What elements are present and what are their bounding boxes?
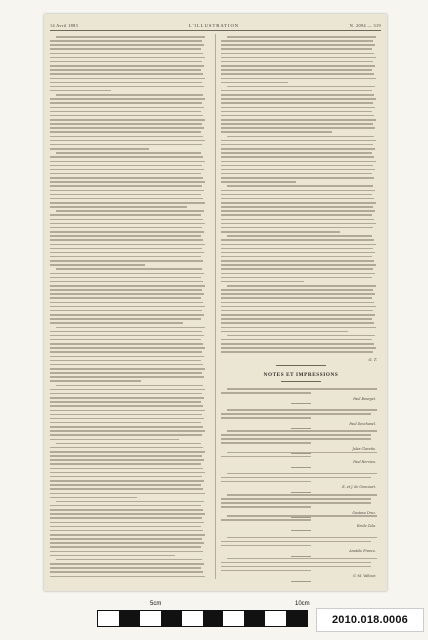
note-text-line — [221, 442, 311, 444]
text-line — [221, 152, 372, 154]
note-signature: G.-M. Valtour. — [353, 574, 376, 579]
text-line — [50, 177, 203, 179]
text-line — [50, 256, 201, 258]
text-line — [221, 331, 348, 333]
text-line — [50, 335, 204, 337]
text-line — [221, 44, 375, 46]
note-signature: Paul Deschanel. — [349, 421, 376, 426]
text-line — [221, 351, 373, 353]
text-line — [50, 248, 202, 250]
note-signature: Gustave Droz. — [352, 510, 376, 515]
text-line — [221, 198, 374, 200]
scale-segment — [244, 611, 265, 626]
note-text-line — [227, 452, 377, 454]
scale-segment — [119, 611, 140, 626]
text-line — [50, 360, 201, 362]
text-line — [50, 551, 203, 553]
text-line — [50, 509, 203, 511]
text-line — [227, 335, 375, 337]
text-line — [221, 293, 375, 295]
text-line — [221, 131, 332, 133]
text-line — [50, 185, 202, 187]
text-line — [221, 40, 373, 42]
note-text-line — [227, 537, 377, 539]
text-line — [221, 227, 373, 229]
text-line — [221, 264, 376, 266]
text-line — [227, 136, 374, 138]
scale-segment — [161, 611, 182, 626]
text-line — [50, 78, 205, 80]
note-signature: E. et J. de Goncourt. — [342, 485, 376, 490]
text-line — [221, 239, 374, 241]
text-line — [50, 339, 201, 341]
note-text-line — [227, 558, 377, 560]
text-line — [50, 480, 204, 482]
text-line — [50, 380, 141, 382]
header-rule — [50, 30, 381, 31]
text-line — [221, 210, 375, 212]
scale-segment — [98, 611, 119, 626]
text-line — [50, 447, 203, 449]
text-line — [50, 44, 204, 46]
note-signature: Jules Claretie. — [352, 446, 376, 451]
text-line — [50, 123, 202, 125]
note-text-line — [221, 519, 311, 521]
text-line — [50, 239, 203, 241]
text-line — [221, 297, 372, 299]
section-title-rule — [281, 381, 321, 382]
note-text-line — [221, 434, 371, 436]
scale-label-10cm: 10cm — [295, 601, 310, 607]
note-divider — [291, 453, 311, 454]
text-line — [50, 181, 205, 183]
text-line — [50, 69, 201, 71]
note-text-line — [221, 392, 311, 394]
text-line — [56, 327, 205, 329]
text-line — [50, 476, 202, 478]
text-line — [50, 53, 203, 55]
text-line — [221, 322, 374, 324]
text-line — [50, 302, 203, 304]
text-line — [50, 555, 175, 557]
note-text-line — [227, 473, 377, 475]
article-end-rule — [276, 365, 326, 366]
text-line — [221, 268, 373, 270]
text-line — [50, 493, 205, 495]
note-text-line — [227, 409, 377, 411]
text-line — [221, 289, 373, 291]
text-line — [221, 156, 374, 158]
text-line — [50, 127, 204, 129]
note-text-line — [221, 413, 371, 415]
text-line — [221, 181, 296, 183]
scale-bar — [97, 610, 308, 627]
text-line — [50, 430, 205, 432]
text-line — [56, 501, 204, 503]
text-line — [221, 82, 288, 84]
text-line — [50, 289, 202, 291]
text-line — [50, 401, 201, 403]
text-line — [50, 273, 204, 275]
text-line — [221, 219, 374, 221]
text-line — [221, 119, 376, 121]
text-line — [221, 165, 373, 167]
note-text-line — [221, 570, 311, 572]
note-divider — [291, 492, 311, 493]
text-line — [221, 177, 374, 179]
note-text-line — [221, 417, 311, 419]
text-line — [50, 156, 203, 158]
text-line — [50, 347, 205, 349]
text-line — [221, 102, 373, 104]
text-line — [221, 127, 375, 129]
text-line — [50, 231, 204, 233]
text-line — [50, 136, 203, 138]
note-text-line — [227, 494, 377, 496]
text-line — [50, 202, 205, 204]
note-text-line — [221, 562, 371, 564]
text-line — [221, 347, 376, 349]
text-line — [50, 538, 202, 540]
text-line — [50, 131, 201, 133]
text-line — [50, 530, 203, 532]
text-line — [221, 123, 373, 125]
text-line — [221, 260, 374, 262]
text-line — [50, 439, 179, 441]
text-line — [50, 488, 203, 490]
text-line — [50, 310, 202, 312]
text-line — [50, 115, 203, 117]
scale-segment — [223, 611, 244, 626]
text-line — [50, 542, 204, 544]
text-line — [221, 302, 374, 304]
page-header — [50, 20, 381, 30]
text-line — [50, 517, 202, 519]
text-line — [56, 559, 202, 561]
text-line — [221, 202, 376, 204]
text-line — [50, 293, 204, 295]
text-line — [50, 463, 201, 465]
text-line — [221, 231, 340, 233]
text-line — [50, 405, 203, 407]
text-line — [221, 69, 372, 71]
column-divider — [215, 34, 216, 579]
article-signature: G. T. — [368, 357, 377, 362]
text-line — [50, 264, 145, 266]
text-line — [221, 190, 375, 192]
note-divider — [291, 556, 311, 557]
text-line — [221, 306, 376, 308]
text-line — [50, 61, 202, 63]
text-line — [50, 194, 201, 196]
text-line — [50, 102, 202, 104]
text-line — [56, 268, 202, 270]
text-line — [221, 273, 375, 275]
text-line — [221, 61, 373, 63]
note-signature: Paul Bourget. — [353, 396, 376, 401]
text-line — [50, 314, 204, 316]
text-line — [227, 285, 376, 287]
text-line — [50, 484, 201, 486]
text-line — [221, 281, 304, 283]
text-line — [50, 235, 201, 237]
text-line — [50, 277, 201, 279]
text-line — [50, 505, 201, 507]
note-text-line — [221, 477, 371, 479]
text-line — [50, 40, 202, 42]
text-line — [221, 314, 375, 316]
text-line — [221, 90, 372, 92]
text-line — [221, 277, 372, 279]
text-line — [221, 223, 376, 225]
text-line — [56, 385, 203, 387]
note-divider — [291, 530, 311, 531]
text-line — [227, 185, 373, 187]
text-line — [50, 173, 201, 175]
note-divider — [291, 517, 311, 518]
header-title: L'ILLUSTRATION — [188, 22, 240, 28]
text-line — [50, 161, 205, 163]
note-signature: Paul Hervieu. — [353, 460, 376, 465]
text-line — [50, 571, 203, 573]
text-line — [50, 343, 203, 345]
note-text-line — [227, 515, 377, 517]
scale-segment — [265, 611, 286, 626]
text-line — [50, 190, 204, 192]
text-line — [50, 107, 204, 109]
text-line — [50, 65, 204, 67]
header-issue: N. 2094 — 319 — [349, 22, 381, 28]
text-line — [221, 65, 375, 67]
text-line — [50, 393, 202, 395]
scale-segment — [203, 611, 224, 626]
text-line — [50, 57, 205, 59]
text-line — [50, 472, 205, 474]
text-line — [50, 144, 202, 146]
text-line — [221, 111, 372, 113]
text-line — [221, 169, 375, 171]
text-line — [50, 376, 204, 378]
text-line — [50, 306, 205, 308]
text-line — [221, 107, 375, 109]
text-line — [50, 48, 201, 50]
text-line — [221, 48, 372, 50]
text-line — [50, 206, 187, 208]
text-line — [56, 210, 204, 212]
text-line — [50, 567, 201, 569]
text-line — [50, 526, 201, 528]
text-line — [221, 343, 374, 345]
catalog-number: 2010.018.0006 — [316, 608, 424, 632]
text-line — [50, 459, 204, 461]
text-line — [56, 94, 203, 96]
text-line — [221, 339, 372, 341]
text-line — [50, 576, 205, 578]
text-line — [221, 144, 373, 146]
note-text-line — [221, 545, 311, 547]
text-line — [50, 140, 205, 142]
text-line — [221, 53, 374, 55]
note-text-line — [227, 430, 377, 432]
text-line — [50, 119, 205, 121]
text-line — [227, 235, 372, 237]
text-line — [50, 356, 204, 358]
text-line — [221, 318, 372, 320]
text-line — [50, 426, 203, 428]
text-line — [50, 244, 205, 246]
text-line — [50, 497, 137, 499]
text-line — [50, 165, 202, 167]
note-divider — [291, 428, 311, 429]
scale-label-5cm: 5cm — [150, 601, 162, 607]
text-line — [50, 534, 205, 536]
text-line — [221, 78, 376, 80]
text-line — [50, 98, 205, 100]
text-line — [50, 90, 111, 92]
text-line — [50, 198, 203, 200]
text-line — [50, 422, 201, 424]
note-text-line — [221, 438, 371, 440]
note-text-line — [221, 481, 311, 483]
text-line — [50, 281, 203, 283]
text-line — [50, 73, 203, 75]
text-line — [50, 82, 202, 84]
text-line — [50, 318, 201, 320]
text-line — [50, 468, 203, 470]
text-line — [50, 368, 205, 370]
scale-segment — [286, 611, 307, 626]
text-line — [50, 322, 183, 324]
text-line — [221, 115, 374, 117]
header-date: 14 Avril 1883 — [50, 22, 79, 28]
note-text-line — [221, 566, 371, 568]
text-line — [50, 418, 204, 420]
text-line — [221, 252, 375, 254]
text-line — [50, 563, 204, 565]
text-line — [50, 227, 202, 229]
text-line — [50, 111, 201, 113]
text-line — [221, 310, 373, 312]
text-line — [221, 256, 372, 258]
text-line — [50, 219, 203, 221]
note-signature: Emile Zola. — [357, 523, 376, 528]
note-text-line — [221, 541, 371, 543]
text-line — [221, 94, 374, 96]
note-divider — [291, 403, 311, 404]
text-line — [50, 372, 202, 374]
text-line — [56, 36, 205, 38]
left-column — [50, 34, 210, 582]
text-line — [221, 194, 372, 196]
text-line — [50, 260, 203, 262]
text-line — [221, 206, 373, 208]
text-line — [50, 214, 201, 216]
newspaper-page — [44, 14, 387, 591]
text-line — [50, 252, 204, 254]
text-line — [50, 169, 204, 171]
note-text-line — [221, 506, 311, 508]
text-line — [221, 73, 374, 75]
text-line — [50, 389, 205, 391]
text-line — [50, 148, 149, 150]
text-line — [221, 148, 375, 150]
text-line — [50, 546, 201, 548]
text-line — [50, 351, 202, 353]
text-line — [50, 451, 205, 453]
text-line — [56, 152, 201, 154]
text-line — [50, 285, 205, 287]
text-line — [50, 86, 204, 88]
right-column — [221, 34, 381, 582]
note-signature: Anatole France. — [349, 549, 376, 554]
text-line — [50, 410, 205, 412]
text-line — [221, 248, 373, 250]
scale-segment — [182, 611, 203, 626]
text-line — [50, 522, 204, 524]
note-text-line — [221, 456, 311, 458]
text-line — [221, 173, 372, 175]
note-divider — [291, 581, 311, 582]
text-line — [221, 327, 376, 329]
text-line — [221, 161, 376, 163]
text-line — [221, 57, 376, 59]
text-line — [221, 214, 372, 216]
text-line — [50, 434, 202, 436]
text-line — [50, 297, 201, 299]
text-line — [50, 331, 202, 333]
text-line — [221, 140, 376, 142]
note-text-line — [221, 498, 371, 500]
note-divider — [291, 467, 311, 468]
text-line — [227, 36, 376, 38]
text-line — [50, 364, 203, 366]
note-text-line — [221, 502, 371, 504]
text-line — [221, 98, 376, 100]
text-line — [50, 223, 205, 225]
text-line — [50, 455, 202, 457]
text-line — [221, 244, 376, 246]
text-line — [56, 443, 201, 445]
text-line — [50, 397, 204, 399]
text-line — [50, 513, 205, 515]
section-title: NOTES ET IMPRESSIONS — [263, 372, 339, 378]
text-line — [50, 414, 202, 416]
scale-segment — [140, 611, 161, 626]
text-line — [227, 86, 375, 88]
note-text-line — [227, 388, 377, 390]
